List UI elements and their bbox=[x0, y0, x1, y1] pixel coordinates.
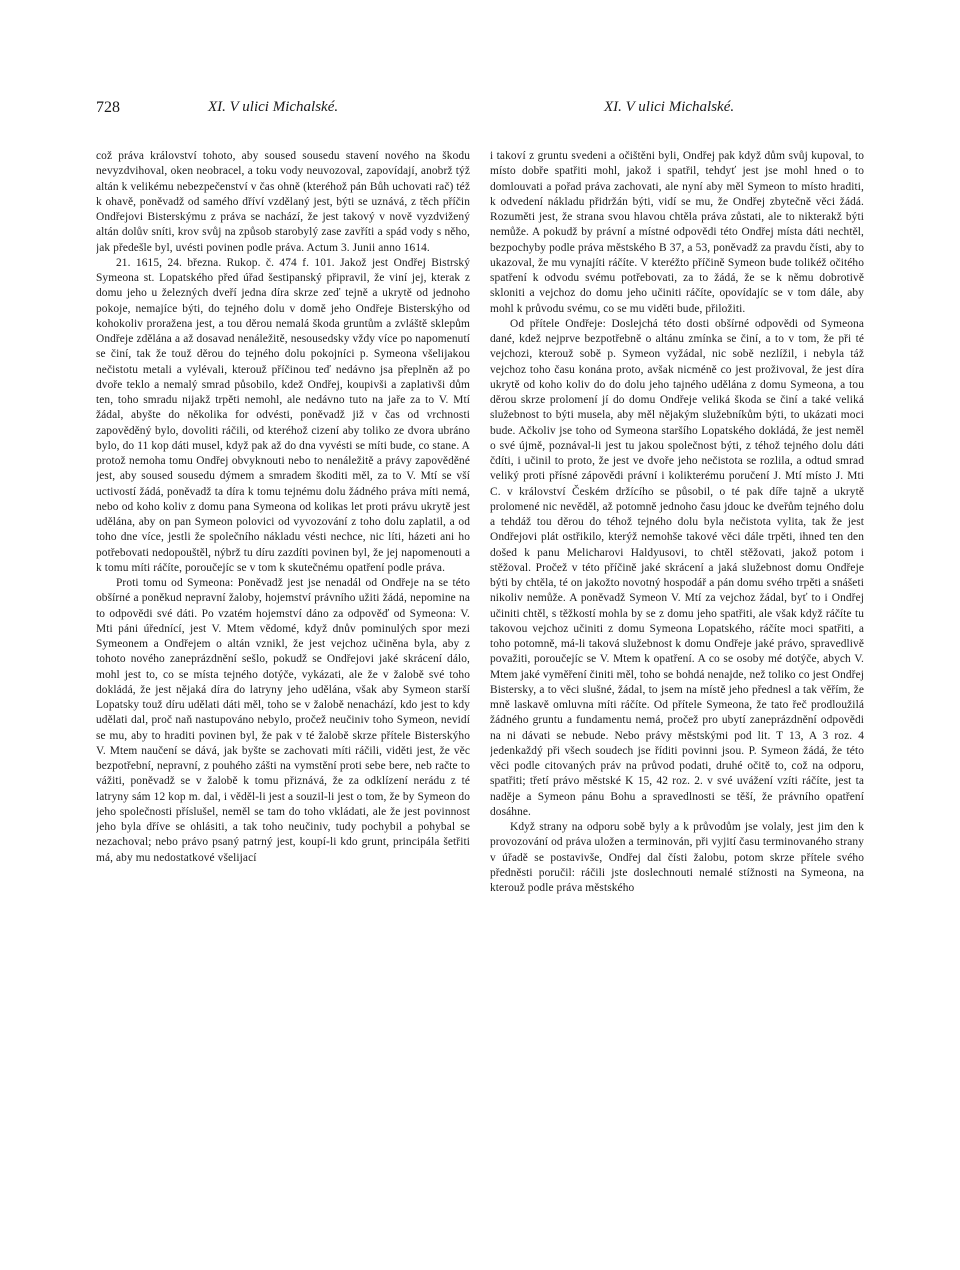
page-header bbox=[96, 99, 866, 125]
running-head-left: XI. V ulici Michalské. bbox=[208, 99, 339, 115]
running-head-right: XI. V ulici Michalské. bbox=[604, 99, 735, 115]
right-paragraph-3: Když strany na odporu sobě byly a k průvodům jse volaly, jest jim den k provozování od práva uložen a terminován, při vyjití času terminovaného strany v úřadě se postavivše, Ondřej dal čísti žalobu, potom skrze přítele svého předněsti poručil: ráčili jste doslechnouti nemalé stížnosti na Symeona, na kterouž podle práva městského bbox=[490, 821, 864, 894]
right-column bbox=[490, 149, 864, 1259]
left-paragraph-1: což práva království tohoto, aby soused sousedu stavení nového na škodu nevyzdvihoval, oken neobracel, a toku vody neuvozoval, zapovídají, anobrž týž altán k velikému nebezpečenství v čas ohně (kteréhož pán Bůh uchovati rač) též k ohavě, poněvadž od samého dříví vzdělaný jest, býti se uznává, z těch příčin Ondřejovi Bisterskýmu z práva se nachází, že jest takový v nově vyzdvižený altán dolův sníti, krov svůj na způsob starobylý zase zavříti a spád vody s něho, jak předešle byl, uvésti povinen podle práva. Actum 3. Junii anno 1614. bbox=[96, 150, 470, 254]
page-number: 728 bbox=[96, 99, 120, 116]
left-paragraph-3: Proti tomu od Symeona: Poněvadž jest jse nenadál od Ondřeje na se této obšírné a poněkud nepravní žaloby, hojemství právního užiti žádá, nepomine na to odpovědi své dáti. Po vzatém hojemství dáno za odpověď od Symeona: V. Mti páni úřednící, jest V. Mtem vědomé, když dnův pominulých spor mezi Symeonem a Ondřejem o altán vznikl, že jest vejchoz učiněna byla, aby z tohoto nového zaneprázdnění sešlo, pokudž se Ondřejovi jaké skrácení dálo, mohl jest to, co se místa tejného dotýče, vykázati, ale že v žalobě své toho dokládá, že jest nějaká díra do latryny jeho udělána, však aby Symeon starší Lopatsky touž díru udělati dáti měl, toho se v žalobě nenachází, kdo jest to kdy udělati dal, proč naň nastupováno nebylo, pročež neučiniv toho Symeon, nevidí se mu, aby to hraditi povinen byl, že pak v té žalobě skrze přítele Bisterskýho V. Mtem naučení se dává, jak byšte se zachovati míti ráčili, viděti jest, že věc bezpotřební, nepravní, z pouhého zášti na vymstění proti sebe bere, neb račte to vážiti, poněvadž se v žalobě k tomu přiznává, že za odklízení nerádu z té latryny sám 12 kop m. dal, i věděl-li jest a souzil-li jest o tom, že by Symeon do jeho společnosti příslušel, neměl se tam do toho vkládati, ale že jest povinnost jeho byla dříve se ohlásiti, a tak toho neučiniv, tudy pochybil a pohybal se nezachoval; nebo právo psaný patrný jest, koupí-li kdo grunt, principála šetřiti má, aby mu nedostatkové všelijací bbox=[96, 577, 470, 864]
left-paragraph-2: 21. 1615, 24. března. Rukop. č. 474 f. 101. Jakož jest Ondřej Bistrský Symeona st. Lopatského před úřad šestipanský připravil, že viní jej, kterak z domu jeho u železných dveří jedna díra skrze zeď tejně a ukrytě od jednoho pokoje, nemajíce býti, do tejného dolu v domě jeho Ondřeje Bisterskýho od kohokoliv proražena jest, a tou děrou nemalá škoda gruntům a zvláště sklepům Ondřeje zdělána a až dosavad nenáležitě, nesousedsky vždy více po napomenutí se činí, tak že touž děrou do tejného dolu pokojníci p. Symeona všelijakou nečistotu metali a vylévali, kterouž příčinou teď nedávno jsa přeplněn až po dvoře teklo a nemalý smrad působilo, kdež Ondřej, koupivši a zaplativši dům ten, toho smradu nijakž trpěti nemohl, ale nedávno tuto na jaře za to V. Mtí žádal, abyšte do několika for odvésti, poněvadž již v čas od vrchnosti zapověděný bylo, dovoliti ráčili, od kteréhož cizení aby toliko ze dvora ubráno bylo, do 11 kop dáti musel, když pak až do dna vyvésti se míti bude, co stane. A protož nemoha tomu Ondřej obvyknouti nebo to nenáležitě a právy zapověděné jest, aby soused sousedu dýmem a smradem škoditi měl, za to V. Mtí se vší uctivostí žádá, poněvadž ta díra k tomu tejnému dolu žádného práva míti nemá, nebo od koho koliv z domu pana Symeona od kolikas let proti právu ukrytě jest udělána, aby on pan Symeon polovici od vyvozování z toho dolu zaplatil, a od toho dne více, jestli že společního nákladu vésti nechce, nic líti, házeti ani ho potřebovati nedopouštěl, nýbrž tu díru zazdíti povinen byl, že jej napomenouti a k tomu míti ráčíte, poroučejíc se v tom k skutečnému opatření podle práva. bbox=[96, 256, 470, 574]
left-column bbox=[96, 149, 470, 1259]
right-paragraph-2: Od přítele Ondřeje: Doslejchá této dosti obšírné odpovědi od Symeona dané, kdež nejprve bezpotřebně o altánu zmínka se činí, a to v tom, že při té vejchozi, kterouž sobě p. Symeon vyžádal, nic sobě nezlížil, i nebyla táž vejchoz toho času konána proto, avšak nicméně co jest proživoval, že jest díra ukrytě od koho koliv do do dolu jeho tajného udělána z domu Symeona, a tou děrou skrze prolomení jí do domu Ondřeje veliká škoda se činí a také veliká služebnost to býti musela, aby měl nějakým služebníkům býti, to ukázati moci bude. Ačkoliv jse toho od Symeona staršího Lopatského dokládá, že jest neměl o své újmě, poznával-li jest tu jakou společnost býti, z téhož tejného dolu dáti čdíti, i učinil to proto, že jest ve dvoře jeho nečistota se rozlila, a odtud smrad veliký proti přísné zápovědi právní i kolikterému poručení J. Mtí místo J. Mti C. v království Českém držícího se působil, o té pak díře tajně a ukrytě prolomené nic nevěděl, až potomně jednoho času jdouc ke dveřům tejného dolu a tehdáž tou děrou do téhož tejného dolu byla nečistota vylita, tak že jest Ondřejovi plát ostřikilo, kterýž nemohše takové věci dále trpěti, ihned ten den došed k panu Melicharovi Haldyusovi, to chtěl stěžovati, jakož potom i stěžoval. Pročež v této příčině jaké skrácení a jaká služebnost domu Ondřeje býti by chtěla, té on jakožto novotný hospodář a pán domu svého trpěti a snášeti nikoliv nemůže. A poněvadž Symeon V. Mtí za vejchoz žádal, byť to i Ondřej učiniti chtěl, s těžkostí mohla by se z domu jeho spatřiti, ale však když ráčíte tu takovou vejchoz učiniti z domu Symeona Lopatského, ráčíte moci spatřiti, a toho potomně, má-li taková služebnost k domu Ondřeje jaké právo, spravedlivě považiti, poroučejíc se V. Mtem k opatření. A co se osoby mé dotýče, abych V. Mtem jaké vyměření činiti měl, toho se bohdá nenajde, než toliko co jest Ondřej Bistersky, a to věci slušné, žádal, to jsem na místě jeho přednesl a tak věřím, že mně laskavě omluvna míti ráčíte. Od přítele Symeona, že tato řeč prodloužilá žádného gruntu a fundamentu nemá, pročež pro ubytí zaneprázdnění odpovědi na ni dávati se nebude. Nebo právy městskými pod lit. T 13, A 3 roz. 4 jedenkaždý při všech soudech jse říditi povinni jsou. P. Symeon žádá, že této věci podle citovaných práv na průvod podati, druhé očitě to, což na odporu, spatřiti; třetí právo městské K 15, 42 roz. 2. v své uvážení vzíti ráčíte, jest ta naděje a Symeon pánu Bohu a spravedlnosti se těší, že právního opatření dosáhne. bbox=[490, 317, 864, 818]
right-paragraph-1: i takoví z gruntu svedeni a očištěni byli, Ondřej pak když dům svůj kupoval, to místo dobře spatřiti mohl, jakož i spatřil, tehdyť jest jse mohl hned o to domlouvati a pořad práva zachovati, ale nyní aby měl Symeon to místo hraditi, k odvedení nákladu přidržán býti, vidí se mu, že Ondřej zbytečně věci žádá. Rozuměti jest, že strana svou hlavou chtěla práva zůstati, ale to nikterakž býti nemůže. A pokudž by právní a místné odpovědi této Ondřej místa dáti nechtěl, bezpochyby podle práva městského B 37, a 53, poněvadž za pravdu čísti, aby to ukazoval, že mu vynajíti ráčíte. V kteréžto příčině Symeon bude tolikéž očitého spatření k odvodu svému potřebovati, za to žádá, že se k němu dobrotivě skloniti a vejchoz do domu jeho učiniti ráčíte, opovídajíc se v tom dále, aby mohl k průvodu svému, co se mu viděti bude, přiložiti. bbox=[490, 150, 864, 315]
